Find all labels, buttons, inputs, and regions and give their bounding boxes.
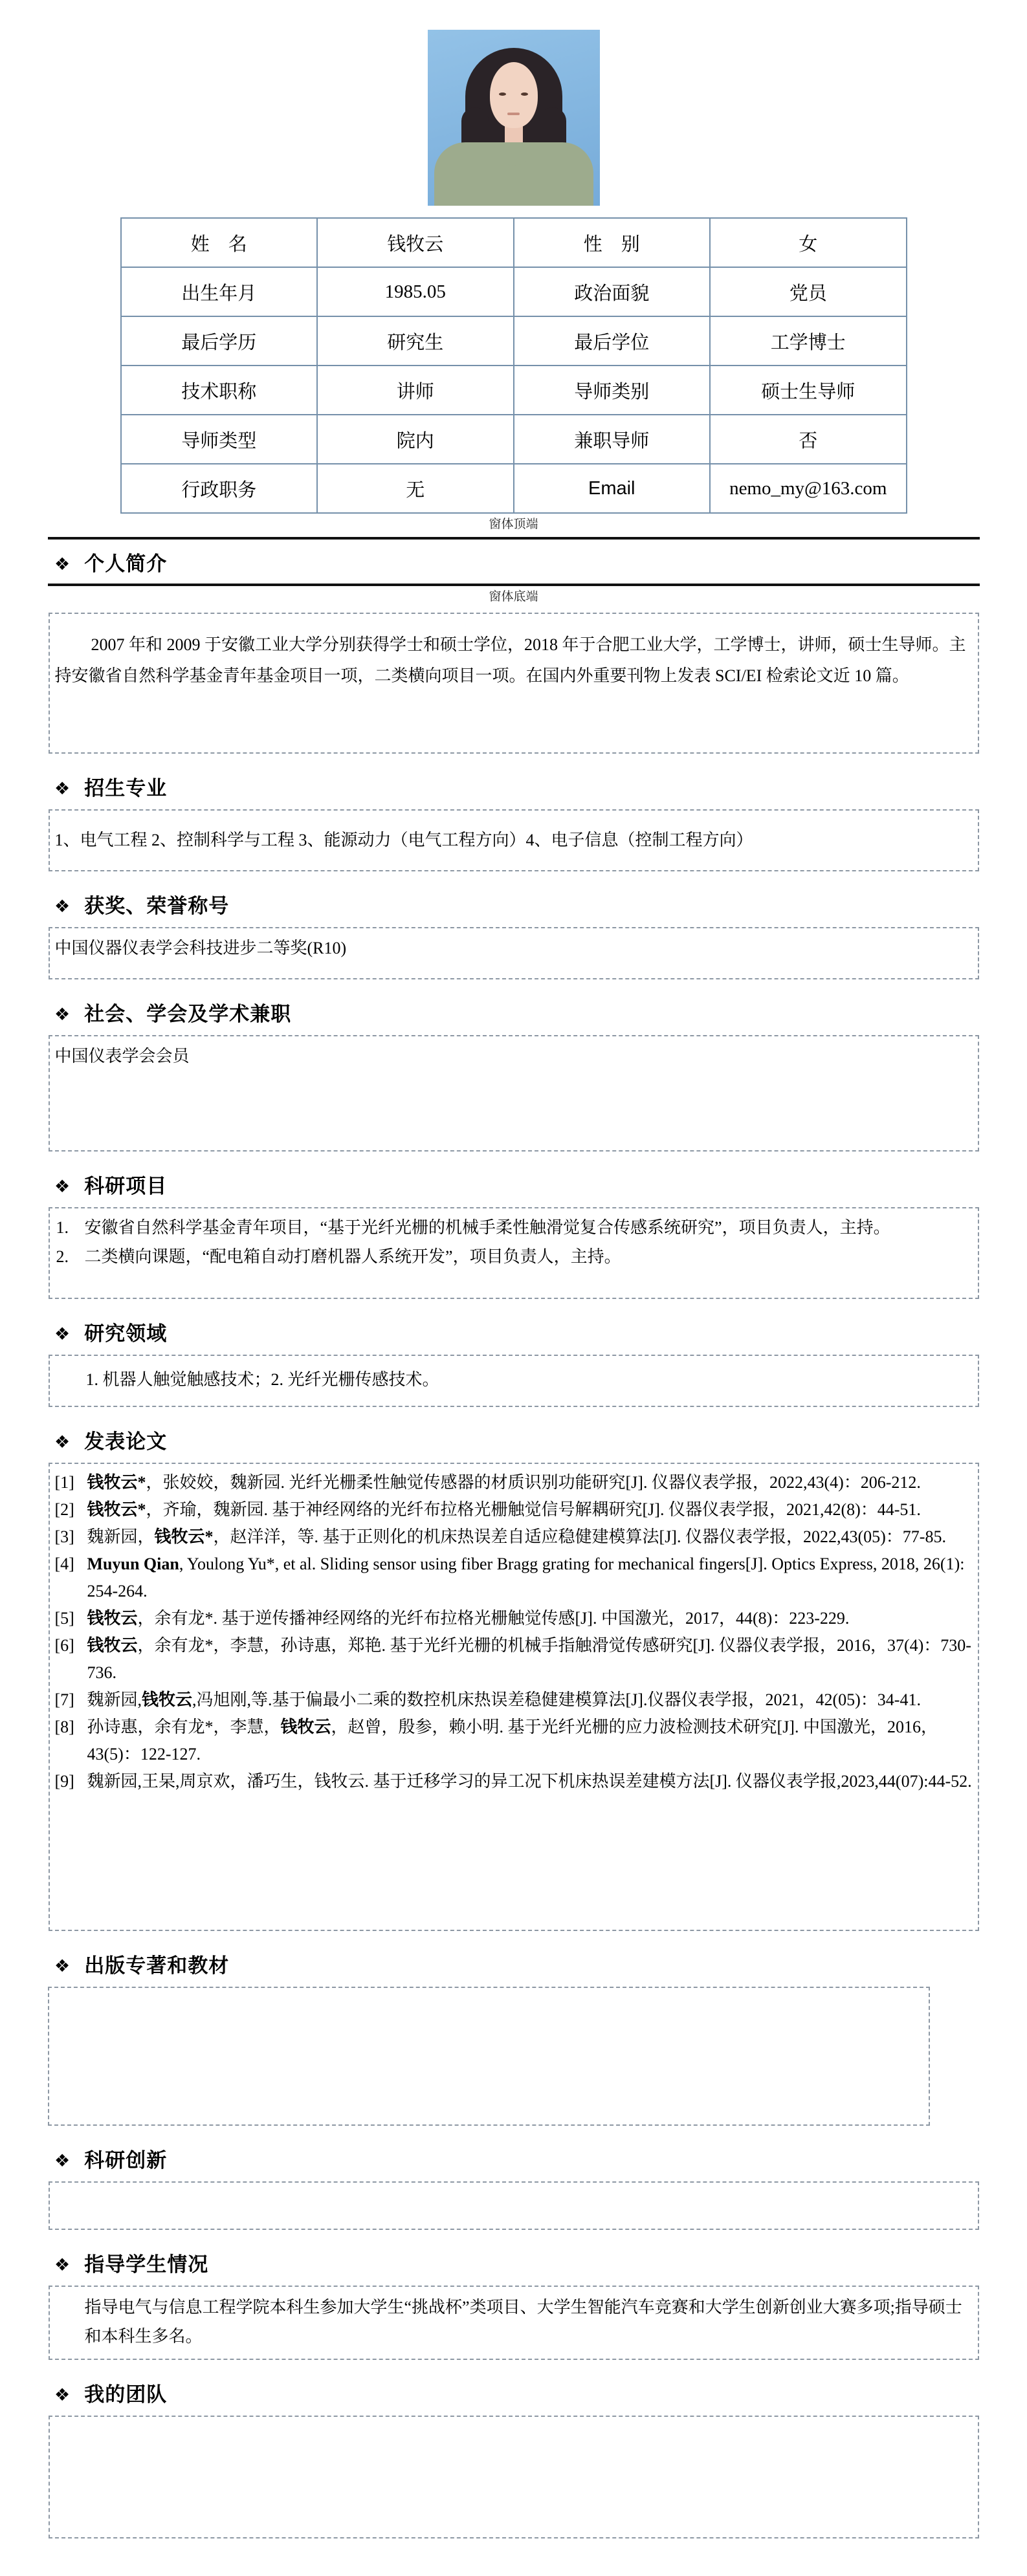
section-header-personal-profile	[54, 551, 1027, 577]
reference-author-highlight: 钱牧云*	[87, 1473, 146, 1492]
reference-text: ，赵洋洋，等. 基于正则化的机床热误差自适应稳健建模算法[J]. 仪器仪表学报，2022,43(05)：77-85.	[213, 1527, 946, 1546]
table-row	[121, 218, 907, 267]
reference-item	[50, 1686, 978, 1714]
table-label-cell: 行政职务	[121, 464, 318, 513]
numbered-item	[50, 1214, 978, 1243]
table-value-cell: 工学博士	[710, 316, 907, 366]
reference-number: [6]	[54, 1636, 74, 1655]
diamond-bullet-icon: ❖	[54, 1432, 71, 1452]
table-value-cell: 钱牧云	[317, 218, 514, 267]
section-header-student-guidance	[54, 2252, 1027, 2278]
reference-author-highlight: 钱牧云	[87, 1636, 138, 1655]
reference-number: [9]	[54, 1772, 74, 1791]
photo-face-shape	[490, 62, 538, 128]
section-text: 中国仪器仪表学会科技进步二等奖(R10)	[54, 939, 347, 957]
table-label-cell: 兼职导师	[514, 415, 711, 464]
section-title: 科研创新	[84, 2149, 168, 2172]
section-title: 个人简介	[84, 552, 168, 575]
reference-item	[50, 1768, 978, 1795]
reference-item	[50, 1632, 978, 1686]
reference-text: ，齐瑜，魏新园. 基于神经网络的光纤布拉格光栅触觉信号解耦研究[J]. 仪器仪表学报，2021,42(8)：44-51.	[146, 1500, 921, 1519]
profile-photo	[428, 30, 600, 206]
reference-item	[50, 1714, 978, 1768]
section-title: 科研项目	[84, 1175, 168, 1197]
reference-text: 孙诗惠，余有龙*，李慧，	[87, 1718, 281, 1736]
section-header-research-areas	[54, 1321, 1027, 1347]
item-number: 1.	[56, 1218, 69, 1237]
reference-number: [5]	[54, 1609, 74, 1628]
section-text: 1、电气工程 2、控制科学与工程 3、能源动力（电气工程方向）4、电子信息（控制工程方向）	[54, 831, 753, 850]
table-value-cell: nemo_my@163.com	[710, 464, 907, 513]
section-box-research-areas	[49, 1355, 979, 1407]
diamond-bullet-icon: ❖	[54, 2385, 71, 2405]
reference-text: , Youlong Yu*, et al. Sliding sensor using fiber Bragg grating for mechanical fingers[J]. Optics Express, 2018, 26(1): 254-264.	[87, 1555, 965, 1600]
table-label-cell: 最后学历	[121, 316, 318, 366]
form-bottom-caption: 窗体底端	[489, 590, 538, 604]
section-title: 发表论文	[84, 1430, 168, 1453]
table-value-cell: 否	[710, 415, 907, 464]
section-text: 1. 机器人触觉触感技术；2. 光纤光栅传感技术。	[85, 1370, 439, 1389]
table-label-cell: 导师类型	[121, 415, 318, 464]
table-label-cell: 政治面貌	[514, 267, 711, 316]
table-row	[121, 316, 907, 366]
section-box-enrollment-majors	[49, 809, 979, 871]
section-header-my-team	[54, 2382, 1027, 2408]
section-box-personal-profile	[49, 613, 979, 754]
table-label-cell: 姓 名	[121, 218, 318, 267]
reference-author-highlight: 钱牧云	[280, 1718, 331, 1736]
section-title: 获奖、荣誉称号	[84, 895, 230, 917]
reference-author-highlight: 钱牧云*	[154, 1527, 214, 1546]
horizontal-rule	[48, 584, 980, 586]
section-box-books-textbooks	[48, 1987, 930, 2126]
reference-item	[50, 1551, 978, 1605]
reference-text: ,冯旭刚,等.基于偏最小二乘的数控机床热误差稳健建模算法[J].仪器仪表学报，2021，42(05)：34-41.	[192, 1690, 921, 1709]
photo-eye-right-shape	[521, 93, 528, 96]
table-row	[121, 267, 907, 316]
reference-item	[50, 1523, 978, 1551]
reference-text: ，张姣姣，魏新园. 光纤光栅柔性触觉传感器的材质识别功能研究[J]. 仪器仪表学报，2022,43(4)：206-212.	[146, 1473, 921, 1492]
reference-author-highlight: 钱牧云*	[87, 1500, 146, 1519]
reference-text: ，赵曾，殷参，赖小明. 基于光纤光栅的应力波检测技术研究[J]. 中国激光，2016，43(5)：122-127.	[87, 1718, 938, 1763]
table-value-cell: 硕士生导师	[710, 366, 907, 415]
section-header-books-textbooks	[54, 1953, 1027, 1979]
section-box-research-innovation	[49, 2181, 979, 2230]
diamond-bullet-icon: ❖	[54, 554, 71, 574]
reference-author-highlight: 钱牧云	[142, 1690, 193, 1709]
reference-item	[50, 1469, 978, 1496]
horizontal-rule	[48, 537, 980, 540]
reference-author-highlight: 钱牧云	[87, 1609, 138, 1628]
table-row	[121, 415, 907, 464]
section-title: 研究领域	[84, 1322, 168, 1345]
reference-number: [8]	[54, 1718, 74, 1736]
photo-eye-left-shape	[499, 93, 506, 96]
reference-number: [1]	[54, 1473, 74, 1492]
section-header-research-projects	[54, 1173, 1027, 1199]
section-box-my-team	[49, 2416, 979, 2538]
diamond-bullet-icon: ❖	[54, 2150, 71, 2170]
reference-author-highlight: Muyun Qian	[87, 1555, 179, 1573]
diamond-bullet-icon: ❖	[54, 1324, 71, 1344]
table-value-cell: 研究生	[317, 316, 514, 366]
reference-list	[50, 1464, 978, 1795]
table-label-cell: 最后学位	[514, 316, 711, 366]
section-header-memberships	[54, 1001, 1027, 1027]
section-box-publications	[49, 1463, 979, 1931]
table-label-cell: 技术职称	[121, 366, 318, 415]
section-box-memberships	[49, 1035, 979, 1152]
reference-item	[50, 1605, 978, 1632]
table-value-cell: 1985.05	[317, 267, 514, 316]
section-text: 指导电气与信息工程学院本科生参加大学生“挑战杯”类项目、大学生智能汽车竞赛和大学生创新创业大赛多项;指导硕士和本科生多名。	[84, 2298, 962, 2346]
section-title: 社会、学会及学术兼职	[84, 1003, 292, 1025]
numbered-item	[50, 1243, 978, 1272]
table-label-cell: 导师类别	[514, 366, 711, 415]
table-label-cell: Email	[514, 464, 711, 513]
photo-mouth-shape	[507, 113, 520, 115]
reference-text: 魏新园,	[87, 1690, 142, 1709]
section-title: 指导学生情况	[84, 2253, 209, 2276]
reference-item	[50, 1496, 978, 1523]
section-box-awards-honors	[49, 927, 979, 979]
table-value-cell: 党员	[710, 267, 907, 316]
diamond-bullet-icon: ❖	[54, 1956, 71, 1976]
table-value-cell: 无	[317, 464, 514, 513]
table-value-cell: 讲师	[317, 366, 514, 415]
reference-number: [4]	[54, 1555, 74, 1573]
section-box-student-guidance	[49, 2286, 979, 2360]
section-header-publications	[54, 1429, 1027, 1455]
section-header-awards-honors	[54, 893, 1027, 919]
section-text: 中国仪表学会会员	[54, 1047, 190, 1065]
section-title: 出版专著和教材	[84, 1954, 230, 1977]
faculty-profile-page	[0, 30, 1027, 2576]
table-row	[121, 366, 907, 415]
table-value-cell: 院内	[317, 415, 514, 464]
diamond-bullet-icon: ❖	[54, 1176, 71, 1196]
table-label-cell: 性 别	[514, 218, 711, 267]
table-value-cell: 女	[710, 218, 907, 267]
section-header-research-innovation	[54, 2148, 1027, 2174]
form-top-caption: 窗体顶端	[489, 518, 538, 531]
section-text: 2007 年和 2009 于安徽工业大学分别获得学士和硕士学位，2018 年于合肥工业大学，工学博士，讲师，硕士生导师。主持安徽省自然科学基金青年基金项目一项，二类横向项目一项。在国内外重要刊物上发表 SCI/EI 检索论文近 10 篇。	[54, 635, 966, 686]
sections-container	[0, 517, 1027, 2538]
numbered-list	[50, 1208, 978, 1271]
diamond-bullet-icon: ❖	[54, 896, 71, 916]
section-box-research-projects	[49, 1207, 979, 1299]
item-text: 安徽省自然科学基金青年项目，“基于光纤光栅的机械手柔性触滑觉复合传感系统研究”，项目负责人，主持。	[84, 1218, 890, 1237]
reference-text: ，余有龙*. 基于逆传播神经网络的光纤布拉格光栅触觉传感[J]. 中国激光，2017，44(8)：223-229.	[137, 1609, 850, 1628]
item-number: 2.	[56, 1247, 69, 1266]
diamond-bullet-icon: ❖	[54, 2254, 71, 2275]
table-label-cell: 出生年月	[121, 267, 318, 316]
reference-text: 魏新园，	[87, 1527, 155, 1546]
section-title: 招生专业	[84, 777, 168, 800]
reference-number: [2]	[54, 1500, 74, 1519]
diamond-bullet-icon: ❖	[54, 778, 71, 798]
table-row	[121, 464, 907, 513]
reference-text: 魏新园,王杲,周京欢，潘巧生，钱牧云. 基于迁移学习的异工况下机床热误差建模方法[J]. 仪器仪表学报,2023,44(07):44-52.	[87, 1772, 972, 1791]
section-header-enrollment-majors	[54, 776, 1027, 802]
section-title: 我的团队	[84, 2383, 168, 2406]
item-text: 二类横向课题，“配电箱自动打磨机器人系统开发”，项目负责人，主持。	[84, 1247, 621, 1266]
diamond-bullet-icon: ❖	[54, 1004, 71, 1024]
profile-table	[120, 217, 907, 514]
reference-text: ，余有龙*，李慧，孙诗惠，郑艳. 基于光纤光栅的机械手指触滑觉传感研究[J]. 仪器仪表学报，2016，37(4)：730-736.	[87, 1636, 971, 1682]
reference-number: [3]	[54, 1527, 74, 1546]
reference-number: [7]	[54, 1690, 74, 1709]
